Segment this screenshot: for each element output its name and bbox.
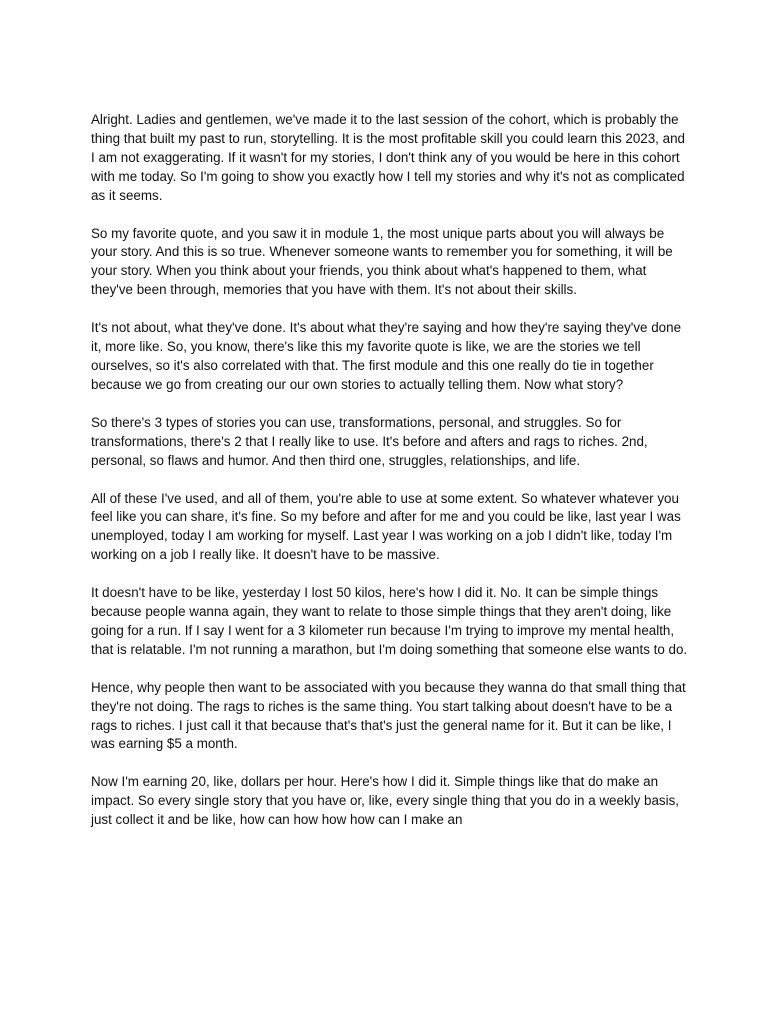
paragraph-8: Now I'm earning 20, like, dollars per hour. Here's how I did it. Simple things like that do make an impact. So every single story that you have or, like, every single thing that you do in a weekly basis, just collect it and be like, how can how how how can I make an bbox=[91, 774, 680, 828]
paragraph-6: It doesn't have to be like, yesterday I lost 50 kilos, here's how I did it. No. It can be simple things because people wanna again, they want to relate to those simple things that they aren't doing, like going for a run. If I say I went for a 3 kilometer run because I'm trying to improve my mental health, that is relatable. I'm not running a marathon, but I'm doing something that someone else wants to do. bbox=[91, 585, 688, 657]
paragraph-4: So there's 3 types of stories you can use, transformations, personal, and struggles. So for transformations, there's 2 that I really like to use. It's before and afters and rags to riches. 2nd, personal, so flaws and humor. And then third one, struggles, relationships, and life. bbox=[91, 414, 648, 468]
paragraph-3: It's not about, what they've done. It's about what they're saying and how they're saying they've done it, more like. So, you know, there's like this my favorite quote is like, we are the stories we tell ourselves, so it's also correlated with that. The first module and this one really do tie in together because we go from creating our our own stories to actually telling them. Now what story? bbox=[91, 320, 682, 392]
paragraph-5: All of these I've used, and all of them, you're able to use at some extent. So whatever whatever you feel like you can share, it's fine. So my before and after for me and you could be like, last year I was unemployed, today I am working for myself. Last year I was working on a job I didn't like, today I'm working on a job I really like. It doesn't have to be massive. bbox=[91, 490, 681, 563]
paragraph-7: Hence, why people then want to be associated with you because they wanna do that small thing that they're not doing. The rags to riches is the same thing. You start talking about doesn't have to be a rags to riches. I just call it that because that's that's just the general name for it. But it can be like, I was earning $5 a month. bbox=[91, 679, 686, 752]
paragraph-2: So my favorite quote, and you saw it in module 1, the most unique parts about you will always be your story. And this is so true. Whenever someone wants to remember you for something, it will be your story. When you think about your friends, you think about what's happened to them, what they've been through, memories that you have with them. It's not about their skills. bbox=[91, 225, 673, 298]
paragraph-1: Alright. Ladies and gentlemen, we've made it to the last session of the cohort, which is probably the thing that built my past to run, storytelling. It is the most profitable skill you could learn this 2023, and I am not exaggerating. If it wasn't for my stories, I don't think any of you would be here in this cohort with me today. So I'm going to show you exactly how I tell my stories and why it's not as complicated as it seems. bbox=[91, 112, 685, 203]
document-body bbox=[91, 111, 691, 849]
